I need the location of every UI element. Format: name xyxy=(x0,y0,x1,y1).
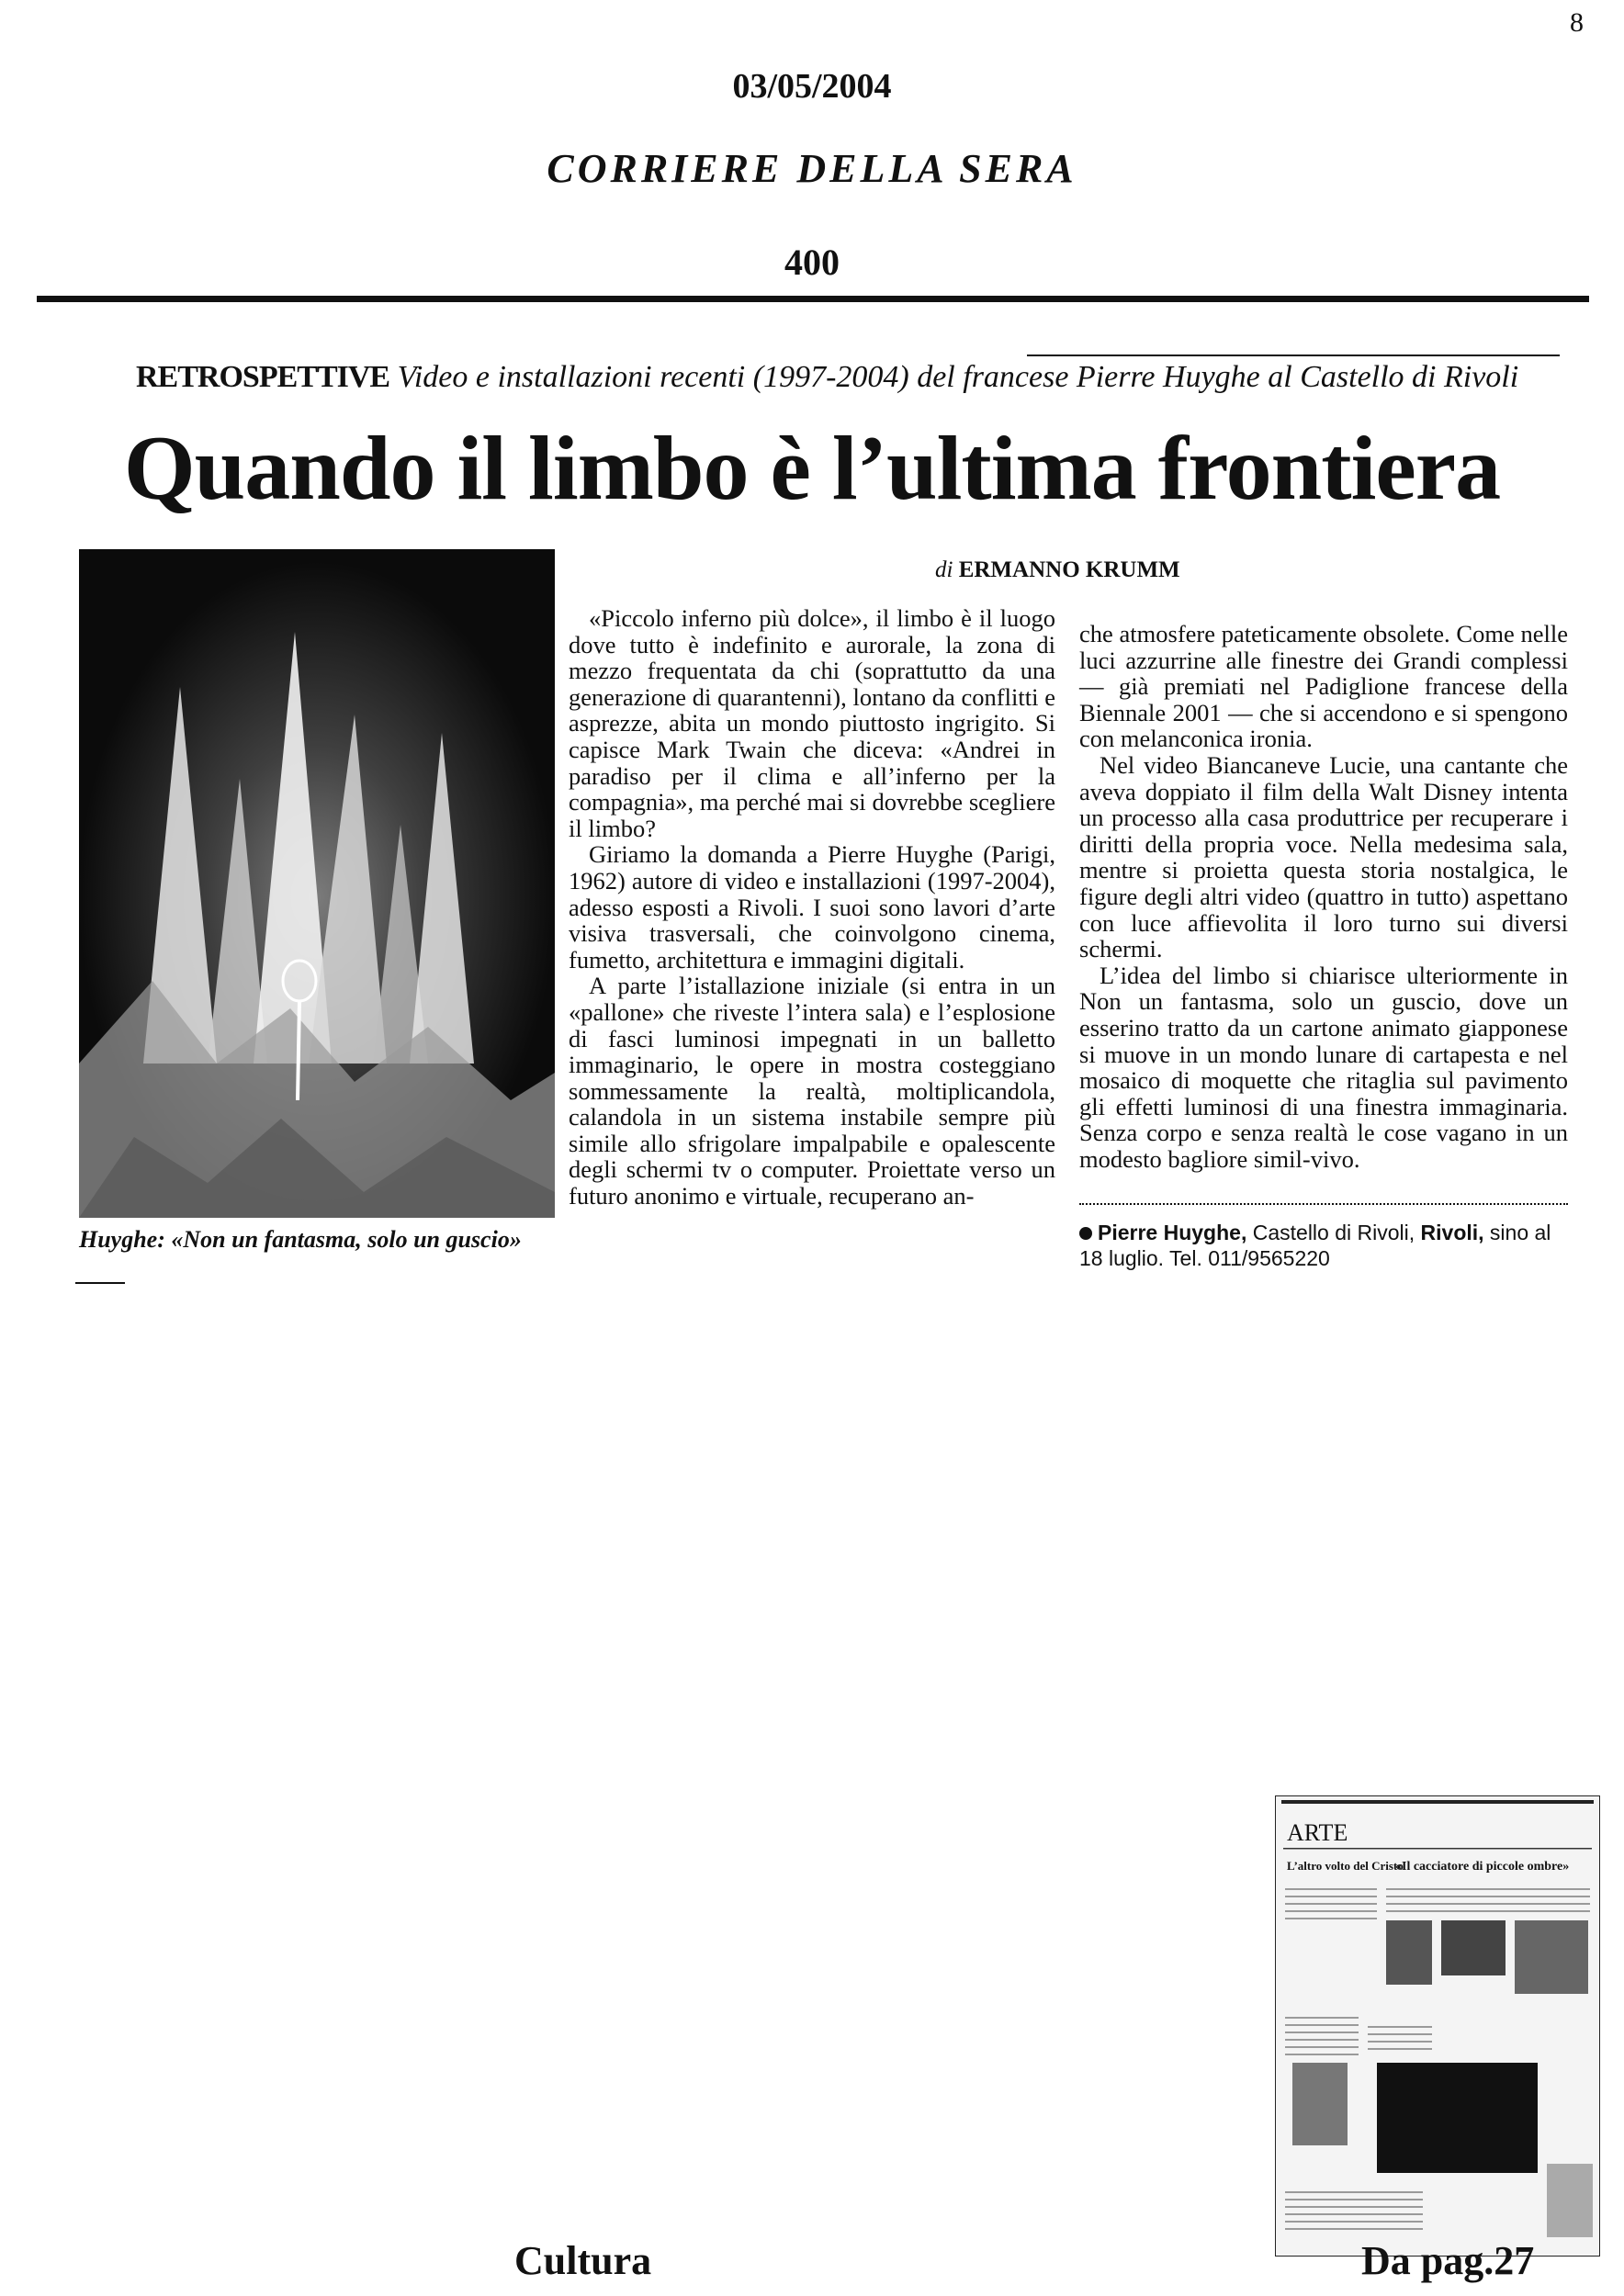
thumb-photo xyxy=(1377,2063,1538,2173)
article-photo xyxy=(79,549,555,1218)
page-number: 8 xyxy=(1570,7,1584,38)
page-thumbnail xyxy=(1275,1795,1600,2257)
paragraph: «Piccolo inferno più dolce», il limbo è il luogo dove tutto è indefinito e aurorale, la zona di mezzo frequentata da chi (soprattutto da una generazione di quarantenni), lontano da conflitti e asprezze, abita un mondo piuttosto ingrigito. Si capisce Mark Twain che diceva: «Andrei in paradiso per il clima e all’inferno per la compagnia», ma perché mai si dovrebbe scegliere il limbo? xyxy=(569,604,1055,842)
header-rule xyxy=(37,296,1589,302)
thumb-headline-2: «Il cacciatore di piccole ombre» xyxy=(1395,1860,1570,1874)
thumb-section: ARTE xyxy=(1287,1819,1348,1846)
article-headline: Quando il limbo è l’ultima frontiera xyxy=(123,417,1501,519)
kicker-rule xyxy=(1027,355,1560,356)
article-column-2 xyxy=(1079,621,1568,1172)
photo-caption: Huyghe: «Non un fantasma, solo un guscio» xyxy=(79,1226,522,1253)
bullet-icon xyxy=(1079,1227,1092,1240)
publication-date: 03/05/2004 xyxy=(732,67,892,106)
info-divider xyxy=(1079,1203,1568,1205)
info-dates: sino al 18 luglio. Tel. 011/9565220 xyxy=(1079,1221,1551,1270)
thumb-photo xyxy=(1547,2164,1593,2237)
kicker-text: Video e installazioni recenti (1997-2004) del francese Pierre Huyghe al Castello di Rivoli xyxy=(389,360,1519,394)
thumb-photo xyxy=(1292,2063,1348,2145)
clipping-code: 400 xyxy=(784,242,840,283)
info-city: Rivoli, xyxy=(1420,1221,1484,1244)
article-kicker xyxy=(136,360,1569,395)
caption-rule xyxy=(75,1282,125,1284)
publication-name: CORRIERE DELLA SERA xyxy=(547,146,1077,191)
thumb-photo xyxy=(1386,1920,1432,1985)
footer-section: Cultura xyxy=(514,2238,652,2283)
paragraph: A parte l’istallazione iniziale (si entra in un «pallone» che riveste l’intera sala) e l’esplosione di fasci luminosi impegnati in un balletto immaginario, le opere in mostra costeggiano sommessamente la realtà, moltiplicandola, calandola in un sistema instabile sempre più simile allo sfrigolare impalpabile e opalescente degli schermi tv o computer. Proiettate verso un futuro anonimo e virtuale, recuperano an- xyxy=(569,972,1055,1210)
paragraph: L’idea del limbo si chiarisce ulteriormente in Non un fantasma, solo un guscio, dove un esserino tratto da un cartone animato giapponese si muove in un mondo lunare di cartapesta e nel mosaico di moquette che ritaglia sul pavimento gli effetti luminosi di una finestra immaginaria. Senza corpo e senza realtà le cose vagano in un modesto bagliore simil-vivo. xyxy=(1079,961,1568,1173)
thumb-photo xyxy=(1515,1920,1588,1994)
thumb-headline-1: L’altro volto del Cristo xyxy=(1287,1859,1404,1873)
paragraph: che atmosfere pateticamente obsolete. Come nelle luci azzurrine alle finestre dei Grandi complessi — già premiati nel Padiglione francese della Biennale 2001 — che si accendono e si spengono con melanconica ironia. xyxy=(1079,620,1568,753)
byline-prefix: di xyxy=(935,557,959,582)
info-venue: Castello di Rivoli, xyxy=(1246,1221,1421,1244)
author-name: ERMANNO KRUMM xyxy=(958,557,1180,582)
byline xyxy=(935,557,1180,583)
article-column-1 xyxy=(569,605,1055,1210)
thumb-photo xyxy=(1441,1920,1506,1975)
exhibition-info xyxy=(1079,1220,1575,1271)
info-artist: Pierre Huyghe, xyxy=(1098,1221,1247,1244)
footer-source-page: Da pag.27 xyxy=(1361,2238,1535,2283)
paragraph: Giriamo la domanda a Pierre Huyghe (Parigi, 1962) autore di video e installazioni (1997-2004), adesso esposti a Rivoli. I suoi sono lavori d’arte visiva trasversali, che coinvolgono cinema, fumetto, architettura e immagini digitali. xyxy=(569,840,1055,974)
paragraph: Nel video Biancaneve Lucie, una cantante che aveva doppiato il film della Walt Disney intenta un processo alla casa produttrice per recuperare i diritti della propria voce. Nella medesima sala, mentre si proietta questa storia nostalgica, le figure degli altri video (quattro in tutto) aspettano con luce affievolita il loro turno sui diversi schermi. xyxy=(1079,750,1568,963)
kicker-label: RETROSPETTIVE xyxy=(136,360,390,394)
